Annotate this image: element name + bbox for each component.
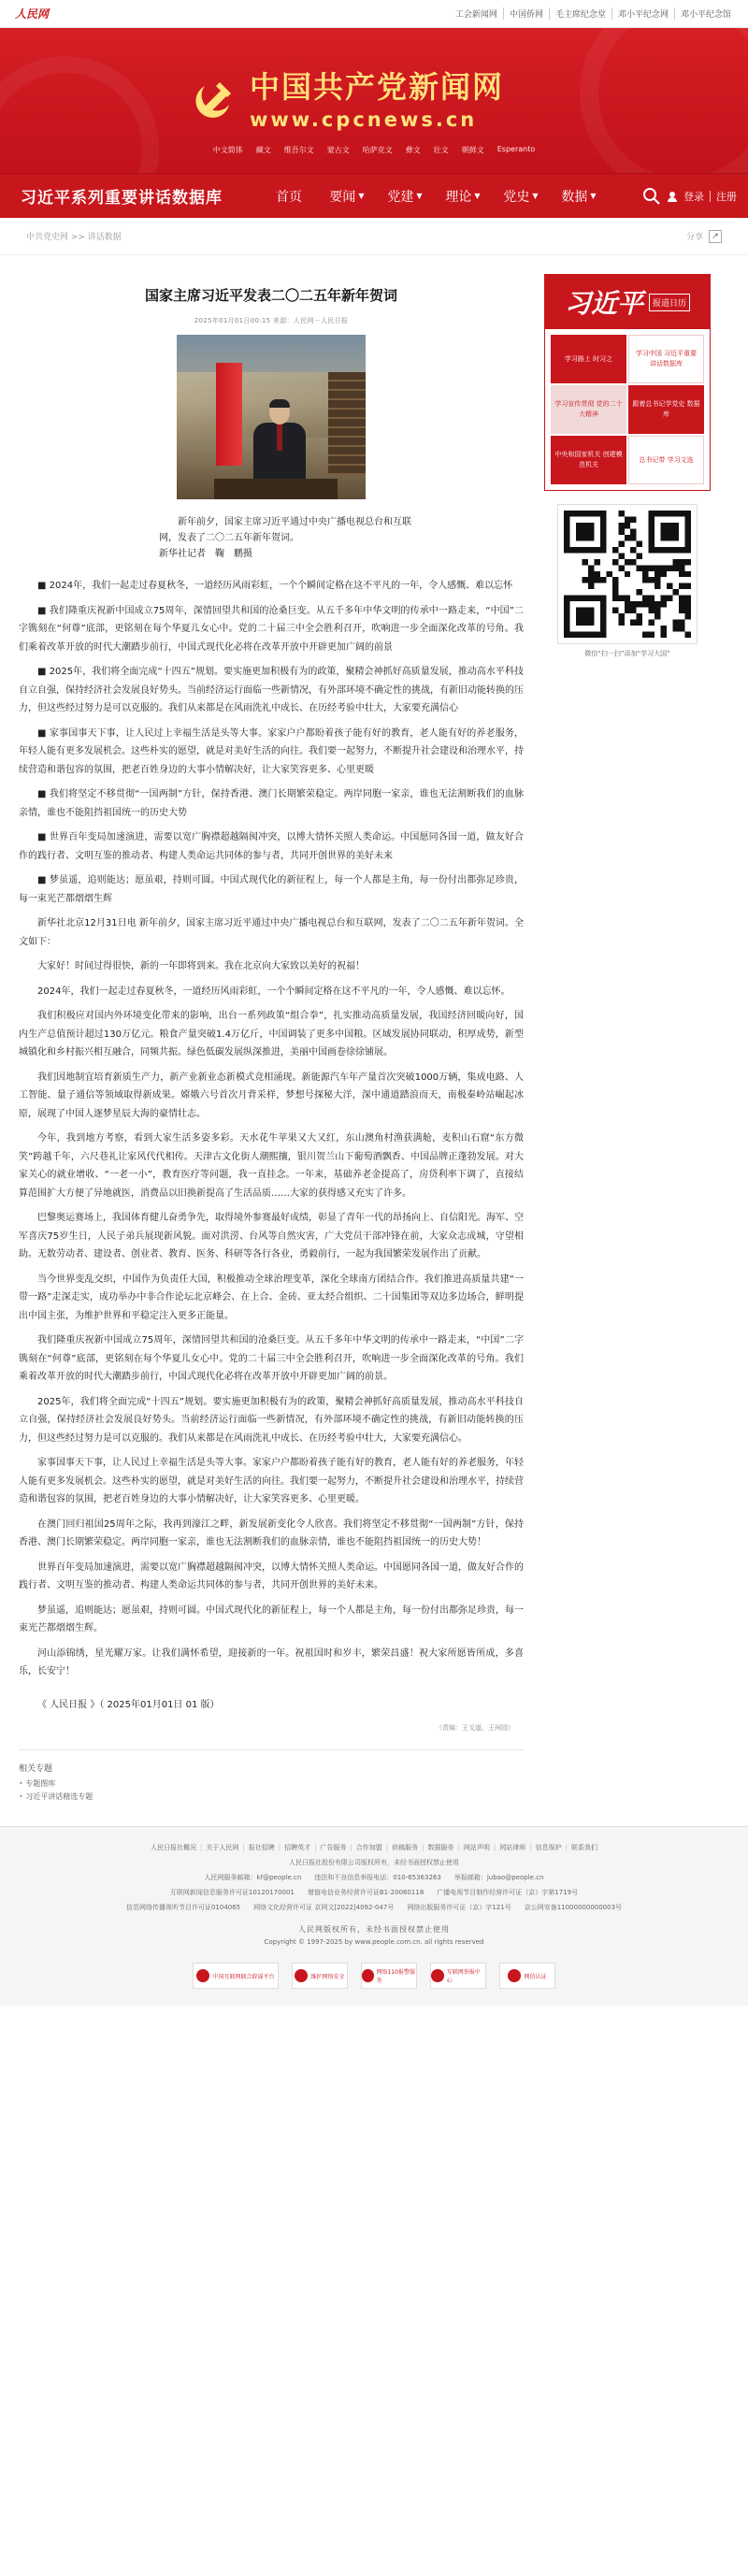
footer-link[interactable]: 网站声明 — [463, 1844, 490, 1851]
article — [19, 255, 524, 1804]
database-title[interactable]: 习近平系列重要讲话数据库 — [21, 189, 223, 208]
sidebar-tile[interactable]: 学习宣传贯彻 党的二十大精神 — [551, 385, 626, 434]
nav-tools — [642, 187, 748, 206]
language-link[interactable]: 壮文 — [433, 146, 449, 154]
wechat-qr-code — [557, 504, 698, 644]
badge-icon — [431, 1969, 444, 1982]
chevron-down-icon: ▼ — [416, 192, 423, 200]
site-banner — [0, 28, 748, 173]
chevron-down-icon: ▼ — [590, 192, 597, 200]
login-link[interactable]: 登录 — [683, 190, 704, 203]
language-link[interactable]: Esperanto — [496, 145, 536, 153]
nav-item-label: 党建 — [387, 189, 414, 205]
footer-badges — [0, 1963, 748, 1989]
chevron-down-icon: ▼ — [474, 192, 481, 200]
language-link[interactable]: 维吾尔文 — [283, 146, 314, 154]
article-meta: 2025年01月01日00:15 来源：人民网－人民日报 — [194, 317, 349, 324]
badge-label: 互联网举报中心 — [446, 1969, 481, 1984]
breadcrumb[interactable]: 中共党史网 >> 讲话数据 — [26, 233, 122, 242]
article-paragraph: 我们隆重庆祝新中国成立75周年，深情回望共和国的沧桑巨变。从五千多年中华文明的传承中一路走来，“中国”二字镌刻在“何尊”底部，更铭刻在每个华夏儿女心中。党的二十届三中全会胜利召开，吹响进一步全面深化改革的号角。我们乘着改革开放的时代大潮踏步前行，中国式现代化必将在改革开放中开辟更加广阔的前景。 — [19, 1335, 524, 1382]
footer-badge[interactable] — [292, 1963, 348, 1989]
footer-links: 人民日报社概况 | 关于人民网 | 报社招聘 | 招聘英才 | 广告服务 | 合作加盟 | 供稿服务 | 数据服务 | 网站声明 | 网站律师 | 信息保护 | 联系我们 — [151, 1844, 597, 1851]
footer-link[interactable]: 供稿服务 — [392, 1844, 419, 1851]
related-link[interactable]: • 习近平讲话精选专题 — [19, 1791, 524, 1804]
article-paragraph: ■ 家事国事天下事，让人民过上幸福生活是头等大事。家家户户都盼着孩子能有好的教育，老人能有好的养老服务，年轻人能有更多发展机会。这些朴实的愿望，就是对美好生活的向往。我们要一起努力，不断提升社会建设和治理水平，持续营造和谐包容的氛围，把老百姓身边的大事小情解决好，让大家笑容更多、心里更暖 — [19, 727, 524, 775]
related-link[interactable]: • 专题图库 — [19, 1777, 524, 1791]
calendar-title: 习近平 — [564, 288, 643, 319]
article-paragraph: ■ 2025年，我们将全面完成“十四五”规划。要实施更加积极有为的政策，聚精会神抓好高质量发展，推动高水平科技自立自强，保持经济社会发展良好势头。当前经济运行面临一些新情况，有外部环境不确定性的挑战，有新旧动能转换的压力，但这些经过努力是可以克服的。我们从来都是在风雨洗礼中成长、在历经考验中壮大，大家要充满信心 — [19, 667, 524, 713]
article-paragraph: 河山添锦绣，星光耀万家。让我们满怀希望，迎接新的一年。祝祖国时和岁丰，繁荣昌盛！祝大家所愿皆所成，多喜乐，长安宁！ — [19, 1648, 524, 1677]
language-link[interactable]: 彝文 — [405, 146, 421, 154]
nav-menu — [260, 187, 642, 206]
badge-label: 中国互联网联合辟谣平台 — [212, 1973, 275, 1980]
footer-contact: 人民网服务邮箱：kf@people.cn 违法和不良信息举报电话：010-65363263 举报邮箱：jubao@people.cn — [204, 1874, 544, 1881]
article-paragraph: 巴黎奥运赛场上，我国体育健儿奋勇争先，取得境外参赛最好成绩，彰显了青年一代的昂扬向上、自信阳光。海军、空军喜庆75岁生日，人民子弟兵展现新风貌。面对洪涝、台风等自然灾害，广大党员干部冲锋在前，大家众志成城，守望相助。无数劳动者、建设者、创业者、教育、医务、科研等各行各业，勇毅前行，一起为我国繁荣发展作出了贡献。 — [19, 1213, 524, 1259]
footer-link[interactable]: 合作加盟 — [355, 1844, 382, 1851]
footer-licenses: 互联网新闻信息服务许可证10120170001 增值电信业务经营许可证B1-20060118 广播电视节目制作经营许可证（京）字第1719号 — [169, 1889, 579, 1896]
nav-item-1[interactable] — [260, 187, 318, 206]
article-paragraph: 我们因地制宜培育新质生产力，新产业新业态新模式竞相涌现。新能源汽车年产量首次突破1000万辆，集成电路、人工智能、量子通信等领域取得新成果。嫦娥六号首次月背采样，梦想号探秘大洋，深中通道踏浪而天，南极秦岭站崛起冰原，展现了中国人逐梦星辰大海的豪情壮志。 — [19, 1072, 524, 1119]
article-paragraph: 2025年，我们将全面完成“十四五”规划。要实施更加积极有为的政策，聚精会神抓好高质量发展，推动高水平科技自立自强，保持经济社会发展良好势头。当前经济运行面临一些新情况，有外部环境不确定性的挑战，有新旧动能转换的压力，但这些经过努力是可以克服的。我们从来都是在风雨洗礼中成长、在历经考验中壮大，大家要充满信心。 — [19, 1396, 524, 1444]
caption-credit: 新华社记者 鞠 鹏摄 — [159, 549, 252, 559]
article-paragraph: 当今世界变乱交织，中国作为负责任大国，积极推动全球治理变革，深化全球南方团结合作。我们推进高质量共建“一带一路”走深走实，成功举办中非合作论坛北京峰会、在上合、金砖、亚太经合组织、二十国集团等双边多边场合，鲜明提出中国主张，为维护世界和平稳定注入更多正能量。 — [19, 1274, 524, 1321]
nav-item-4[interactable] — [434, 187, 492, 206]
article-paragraph: 世界百年变局加速演进，需要以宽广胸襟超越隔阂冲突，以博大情怀关照人类命运。中国愿同各国一道，做友好合作的践行者、文明互鉴的推动者、构建人类命运共同体的参与者，共同开创世界的美好未来。 — [19, 1561, 524, 1590]
language-link[interactable]: 藏文 — [255, 146, 271, 154]
photo-caption — [159, 514, 411, 562]
badge-label: 维护网络安全 — [310, 1973, 345, 1980]
related-topics — [19, 1749, 524, 1804]
search-icon[interactable] — [642, 187, 661, 206]
footer-badge[interactable] — [499, 1963, 555, 1989]
article-paragraph: 今年，我到地方考察，看到大家生活多姿多彩。天水花牛苹果又大又红，东山澳角村渔获满舱，麦积山石窟“东方微笑”跨越千年，六尺巷礼让家风代代相传。天津古文化街人潮熙攘，银川贺兰山下葡萄酒飘香、中国品牌正蓬勃发展。对大家关心的就业增收、“一老一小”，教育医疗等问题，我一直挂念。一年来，基础养老金提高了，房贷利率下调了，直接结算范围扩大方便了异地就医，消费品以旧换新提高了生活品质……大家的获得感又充实了许多。 — [19, 1133, 524, 1199]
people-logo[interactable]: 人民网 — [14, 7, 49, 21]
user-icon — [667, 191, 678, 202]
article-paragraph: 在澳门回归祖国25周年之际，我再到濠江之畔，新发展新变化令人欣喜。我们将坚定不移贯彻“一国两制”方针，保持香港、澳门长期繁荣稳定。两岸同胞一家亲，谁也无法割断我们的血脉亲情，谁也不能阻挡祖国统一的历史大势！ — [19, 1518, 524, 1547]
related-title: 相关专题 — [19, 1764, 53, 1774]
sidebar-tile[interactable]: 学习中国 习近平重要讲话数据库 — [628, 335, 704, 383]
footer-link[interactable]: 网站律师 — [499, 1844, 526, 1851]
nav-item-label: 党史 — [503, 189, 530, 205]
nav-item-6[interactable] — [550, 187, 608, 206]
article-body — [19, 577, 524, 1681]
footer-link[interactable]: 联系我们 — [570, 1844, 597, 1851]
nav-item-label: 首页 — [276, 189, 302, 205]
footer-badge[interactable] — [193, 1963, 279, 1989]
article-paragraph: ■ 我们隆重庆祝新中国成立75周年，深情回望共和国的沧桑巨变。从五千多年中华文明的传承中一路走来，“中国”二字镌刻在“何尊”底部，更铭刻在每个华夏儿女心中。党的二十届三中全会胜利召开，吹响进一步全面深化改革的号角。我们乘着改革开放的时代大潮踏步前行，中国式现代化必将在改革开放中开辟更加广阔的前景 — [19, 605, 524, 653]
sidebar — [544, 255, 711, 1804]
footer — [0, 1826, 748, 2006]
footer-copyright-en: Copyright © 1997-2025 by www.people.com.cn. all rights reserved — [264, 1938, 484, 1946]
top-link[interactable]: 工会新闻网 — [454, 10, 497, 20]
footer-link[interactable]: 广告服务 — [320, 1844, 347, 1851]
language-link[interactable]: 哈萨克文 — [362, 146, 393, 154]
badge-icon — [362, 1969, 374, 1982]
article-paragraph: ■ 2024年，我们一起走过春夏秋冬，一道经历风雨彩虹，一个个瞬间定格在这不平凡的一年，令人感慨、难以忘怀 — [37, 581, 513, 591]
share-label: 分享 — [685, 233, 703, 242]
article-paragraph: 2024年，我们一起走过春夏秋冬，一道经历风雨彩虹，一个个瞬间定格在这不平凡的一年，令人感慨、难以忘怀。 — [37, 986, 511, 997]
share-icon[interactable]: ↗ — [709, 230, 722, 243]
badge-icon — [295, 1969, 308, 1982]
sidebar-tile[interactable]: 总书记带 学习文选 — [628, 436, 704, 484]
article-paragraph: ■ 梦虽遥，追则能达；愿虽艰，持则可圆。中国式现代化的新征程上，每一个人都是主角，每一份付出都弥足珍贵，每一束光芒都熠熠生辉 — [19, 875, 524, 904]
share-area — [686, 230, 722, 243]
calendar-sub: 报道日历 — [649, 294, 690, 311]
chevron-down-icon: ▼ — [358, 192, 365, 200]
site-title-cn: 中国共产党新闻网 — [250, 69, 505, 105]
main-nav — [0, 173, 748, 218]
top-links — [450, 7, 737, 20]
article-paragraph: 梦虽遥，追则能达；愿虽艰，持则可圆。中国式现代化的新征程上，每一个人都是主角，每一份付出都弥足珍贵，每一束光芒都熠熠生辉。 — [19, 1605, 524, 1633]
badge-label: 网络110报警服务 — [376, 1969, 415, 1984]
footer-badge[interactable] — [430, 1963, 486, 1989]
nav-item-label: 理论 — [445, 189, 472, 205]
sidebar-tile[interactable]: 学习路上 时习之 — [551, 335, 626, 383]
nav-item-2[interactable] — [318, 187, 376, 206]
site-title-en: www.cpcnews.cn — [250, 108, 478, 131]
article-source: 《 人民日报 》（ 2025年01月01日 01 版） — [37, 1699, 220, 1710]
article-paragraph: 家事国事天下事，让人民过上幸福生活是头等大事。家家户户都盼着孩子能有好的教育，老人能有好的养老服务，年轻人能有更多发展机会。这些朴实的愿望，就是对美好生活的向往。我们要一起努力，不断提升社会建设和治理水平，持续营造和谐包容的氛围，把老百姓身边的大事小情解决好，让大家笑容更多、心里更暖。 — [19, 1458, 524, 1504]
footer-licenses-2: 信息网络传播视听节目许可证0104065 网络文化经营许可证 京网文[2022]4092-047号 网络出版服务许可证（京）字121号 京公网安备11000000000003号 — [125, 1904, 623, 1911]
nav-item-5[interactable] — [492, 187, 550, 206]
article-paragraph: 大家好！时间过得很快，新的一年即将到来。我在北京向大家致以美好的祝福！ — [37, 961, 365, 971]
article-title: 国家主席习近平发表二〇二五年新年贺词 — [144, 287, 397, 304]
article-editor: （责编：王戈道、王珂园） — [436, 1724, 514, 1732]
footer-copyright-cn: 人民网版权所有，未经书面授权禁止使用 — [298, 1925, 450, 1934]
language-link[interactable]: 朝鲜文 — [461, 146, 484, 154]
language-bar — [0, 145, 748, 155]
article-paragraph: ■ 世界百年变局加速演进，需要以宽广胸襟超越隔阂冲突，以博大情怀关照人类命运。中国愿同各国一道，做友好合作的践行者、文明互鉴的推动者、构建人类命运共同体的参与者，共同开创世界的美好未来 — [19, 832, 524, 861]
caption-text: 新年前夕，国家主席习近平通过中央广播电视总台和互联网，发表了二〇二五年新年贺词。 — [159, 517, 411, 543]
footer-link[interactable]: 招聘英才 — [284, 1844, 311, 1851]
footer-link[interactable]: 人民日报社概况 — [151, 1844, 197, 1851]
sidebar-tile[interactable]: 跟着总书记学党史 数据库 — [628, 385, 704, 434]
party-emblem-icon — [192, 73, 240, 122]
site-brand[interactable] — [192, 64, 504, 131]
register-link[interactable]: 注册 — [716, 190, 737, 203]
top-link[interactable]: 中国侨网 — [503, 7, 549, 20]
footer-link[interactable]: 报社招聘 — [248, 1844, 275, 1851]
sidebar-tile[interactable]: 中央和国家机关 创建模范机关 — [551, 436, 626, 484]
article-paragraph: ■ 我们将坚定不移贯彻“一国两制”方针，保持香港、澳门长期繁荣稳定。两岸同胞一家亲，谁也无法割断我们的血脉亲情，谁也不能阻挡祖国统一的历史大势 — [19, 789, 524, 818]
badge-icon — [508, 1969, 521, 1982]
top-bar — [0, 0, 748, 28]
breadcrumb-bar — [0, 218, 748, 255]
language-link[interactable]: 中文简体 — [212, 146, 243, 154]
nav-item-label: 要闻 — [329, 189, 356, 205]
top-link[interactable]: 邓小平纪念馆 — [674, 7, 737, 20]
article-paragraph: 新华社北京12月31日电 新年前夕，国家主席习近平通过中央广播电视总台和互联网，发表了二〇二五年新年贺词。全文如下： — [19, 918, 524, 947]
footer-link[interactable]: 信息保护 — [535, 1844, 562, 1851]
top-link[interactable]: 毛主席纪念堂 — [549, 7, 611, 20]
badge-icon — [196, 1969, 209, 1982]
report-calendar[interactable] — [544, 274, 711, 491]
chevron-down-icon: ▼ — [532, 192, 539, 200]
language-link[interactable]: 蒙古文 — [326, 146, 350, 154]
footer-badge[interactable] — [361, 1963, 417, 1989]
top-link[interactable]: 邓小平纪念网 — [611, 7, 674, 20]
footer-link[interactable]: 数据服务 — [427, 1844, 454, 1851]
nav-item-3[interactable] — [376, 187, 434, 206]
qr-caption: 微信“扫一扫”添加“学习大国” — [584, 650, 670, 657]
article-photo — [177, 335, 366, 499]
article-paragraph: 我们积极应对国内外环境变化带来的影响，出台一系列政策“组合拳”，扎实推动高质量发展，我国经济回暖向好，国内生产总值预计超过130万亿元。粮食产量突破1.4万亿斤，中国调装了更多中国粮。区域发展协同联动，积厚成势，新型城镇化和乡村振兴相互融合，同频共振。绿色低碳发展纵深推进，美丽中国画卷徐徐铺展。 — [19, 1011, 524, 1058]
footer-link[interactable]: 关于人民网 — [206, 1844, 239, 1851]
nav-item-label: 数据 — [561, 189, 588, 205]
badge-label: 网信认证 — [524, 1973, 547, 1980]
footer-rights: 人民日报社股份有限公司版权所有，未经书面授权禁止使用 — [289, 1859, 459, 1866]
